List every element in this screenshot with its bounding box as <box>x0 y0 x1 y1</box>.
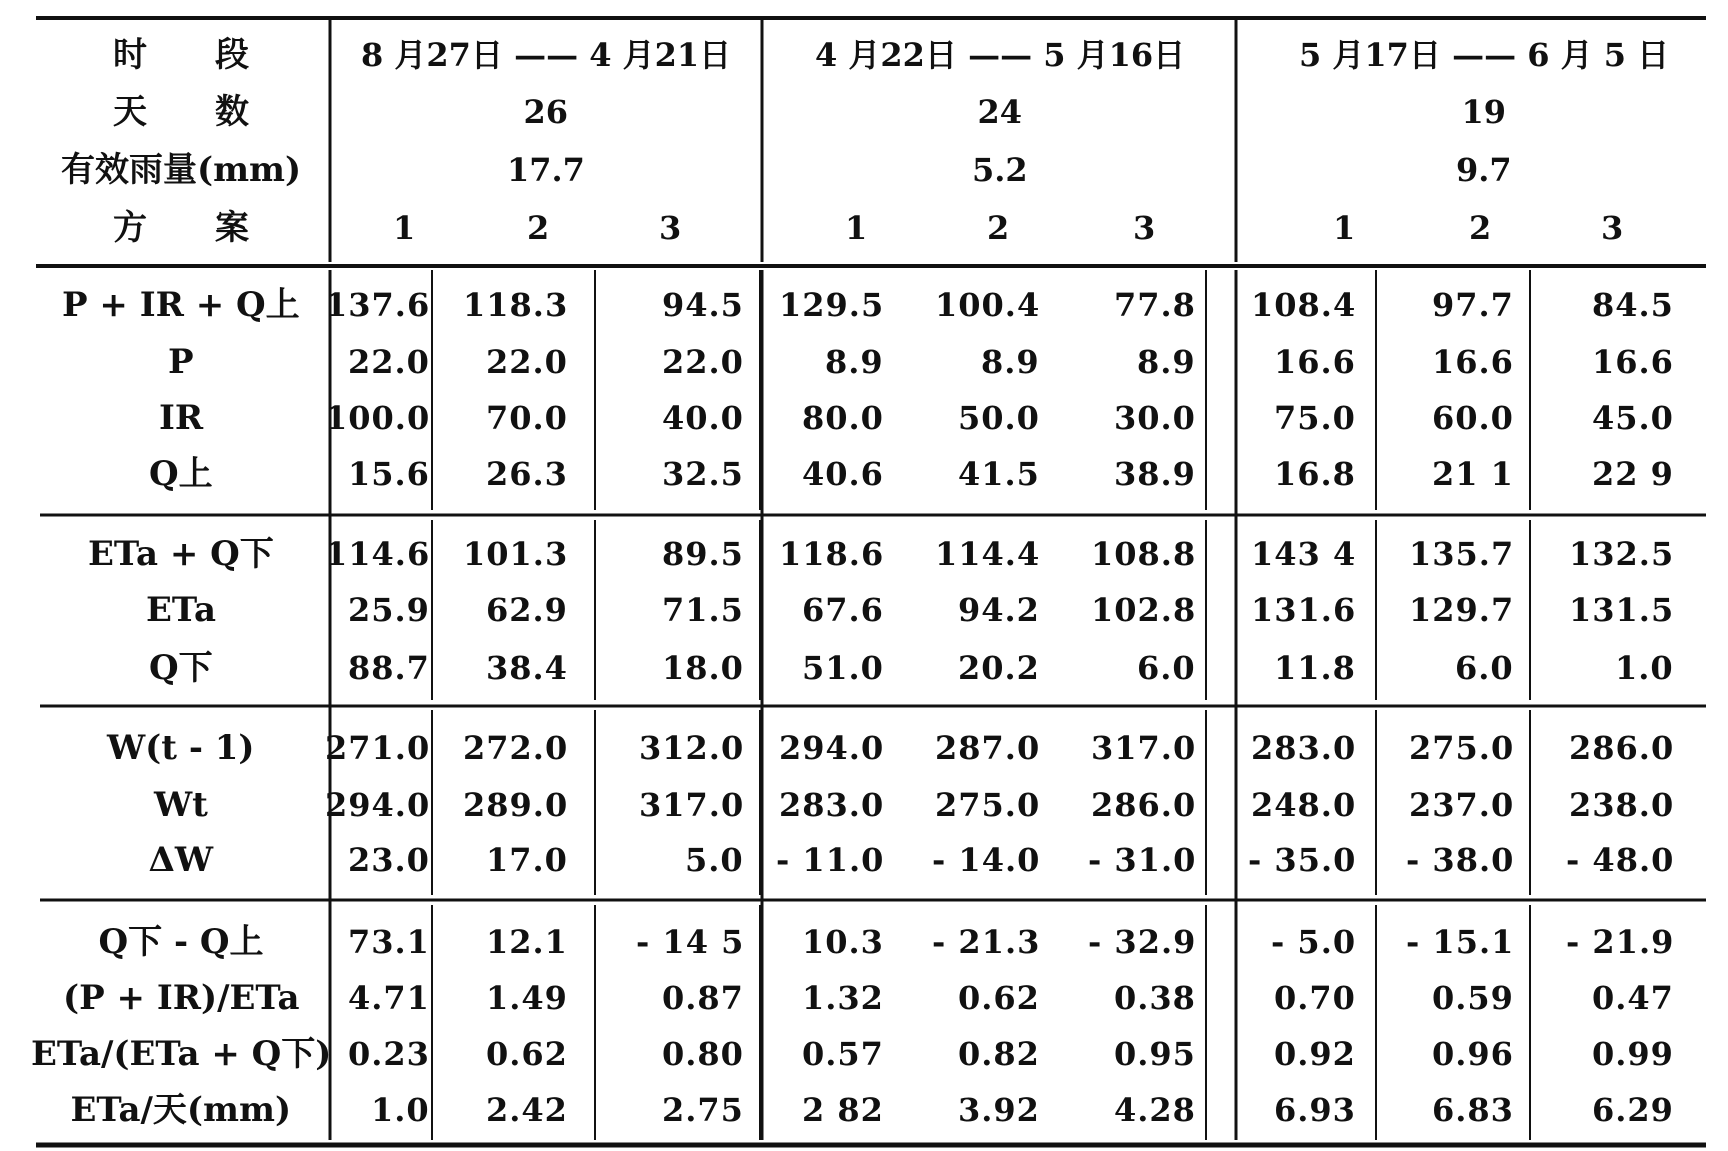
table-cell-value: 22.0 <box>348 343 430 381</box>
table-cell-value: 25.9 <box>348 591 430 629</box>
table-cell-value: 0.62 <box>486 1035 568 1073</box>
table-cell-value: 45.0 <box>1592 399 1674 437</box>
row-label: ETa/天(mm) <box>70 1090 292 1130</box>
table-cell-value: 0.82 <box>958 1035 1040 1073</box>
table-cell-value: 94.5 <box>662 286 744 324</box>
period-header-cell: 26 <box>523 93 569 131</box>
row-label: Q上 <box>149 454 213 494</box>
table-cell-value: 271.0 <box>325 729 431 767</box>
table-cell-value: 23.0 <box>348 841 430 879</box>
scheme-number: 2 <box>987 209 1010 247</box>
table-cell-value: 5.0 <box>685 841 744 879</box>
table-cell-value: 8.9 <box>825 343 884 381</box>
table-cell-value: 3.92 <box>958 1091 1040 1129</box>
table-cell-value: 272.0 <box>463 729 569 767</box>
table-cell-value: 6.83 <box>1432 1091 1514 1129</box>
table-cell-value: 118.3 <box>463 286 569 324</box>
table-cell-value: 129.5 <box>779 286 885 324</box>
table-cell-value: 30.0 <box>1114 399 1196 437</box>
table-cell-value: 283.0 <box>779 786 885 824</box>
table-cell-value: 135.7 <box>1409 535 1515 573</box>
table-cell-value: 0.62 <box>958 979 1040 1017</box>
table-cell-value: 275.0 <box>1409 729 1515 767</box>
table-cell-value: 8.9 <box>981 343 1040 381</box>
table-cell-value: 102.8 <box>1091 591 1197 629</box>
table-cell-value: - 15.1 <box>1406 923 1515 961</box>
table-cell-value: - 5.0 <box>1271 923 1357 961</box>
table-cell-value: - 21.9 <box>1566 923 1675 961</box>
row-label: ETa/(ETa + Q下) <box>31 1034 332 1074</box>
table-cell-value: 108.4 <box>1251 286 1357 324</box>
period-header-cell: 5.2 <box>972 151 1028 189</box>
table-cell-value: 62.9 <box>486 591 568 629</box>
table-cell-value: 17.0 <box>486 841 568 879</box>
header-label: 时 段 <box>113 35 249 75</box>
scheme-number: 1 <box>1333 209 1356 247</box>
table-cell-value: 0.96 <box>1432 1035 1514 1073</box>
row-label: Q下 - Q上 <box>98 922 264 962</box>
table-cell-value: 2 82 <box>802 1091 884 1129</box>
row-label: ETa <box>146 590 216 630</box>
table-cell-value: 32.5 <box>662 455 744 493</box>
table-cell-value: 97.7 <box>1432 286 1514 324</box>
table-cell-value: 16.6 <box>1274 343 1356 381</box>
table-cell-value: 22.0 <box>486 343 568 381</box>
table-cell-value: 137.6 <box>325 286 431 324</box>
table-cell-value: 0.57 <box>802 1035 884 1073</box>
period-header-cell: 8 月27日 —— 4 月21日 <box>361 36 732 74</box>
table-cell-value: 101.3 <box>463 535 569 573</box>
table-cell-value: - 31.0 <box>1088 841 1197 879</box>
table-cell-value: 50.0 <box>958 399 1040 437</box>
table-cell-value: 0.99 <box>1592 1035 1674 1073</box>
table-cell-value: 100.4 <box>935 286 1041 324</box>
header-label: 天 数 <box>113 92 249 132</box>
scheme-number: 3 <box>659 209 682 247</box>
table-cell-value: 94.2 <box>958 591 1040 629</box>
table-cell-value: - 21.3 <box>932 923 1041 961</box>
table-cell-value: 4.71 <box>348 979 430 1017</box>
table-cell-value: 88.7 <box>348 649 430 687</box>
table-cell-value: 0.38 <box>1114 979 1196 1017</box>
header-label: 方 案 <box>113 208 249 248</box>
table-cell-value: 0.70 <box>1274 979 1356 1017</box>
table-cell-value: 67.6 <box>802 591 884 629</box>
row-label: Q下 <box>149 648 213 688</box>
table-cell-value: 238.0 <box>1569 786 1675 824</box>
table-cell-value: 21 1 <box>1432 455 1514 493</box>
table-cell-value: 317.0 <box>639 786 745 824</box>
table-cell-value: - 35.0 <box>1248 841 1357 879</box>
table-cell-value: 2.42 <box>486 1091 568 1129</box>
scheme-number: 1 <box>393 209 416 247</box>
row-label: Wt <box>154 785 208 825</box>
table-cell-value: - 48.0 <box>1566 841 1675 879</box>
table-cell-value: 11.8 <box>1274 649 1356 687</box>
table-cell-value: 12.1 <box>486 923 568 961</box>
table-cell-value: 275.0 <box>935 786 1041 824</box>
table-cell-value: 18.0 <box>662 649 744 687</box>
table-cell-value: 0.80 <box>662 1035 744 1073</box>
table-cell-value: 0.23 <box>348 1035 430 1073</box>
table-cell-value: 80.0 <box>802 399 884 437</box>
table-cell-value: 6.93 <box>1274 1091 1356 1129</box>
table-cell-value: 20.2 <box>958 649 1040 687</box>
period-header-cell: 4 月22日 —— 5 月16日 <box>815 36 1186 74</box>
table-cell-value: 118.6 <box>779 535 885 573</box>
table-cell-value: 143 4 <box>1251 535 1357 573</box>
scheme-number: 1 <box>845 209 868 247</box>
table-cell-value: 16.6 <box>1592 343 1674 381</box>
table-cell-value: 237.0 <box>1409 786 1515 824</box>
table-cell-value: 289.0 <box>463 786 569 824</box>
table-cell-value: 6.0 <box>1137 649 1196 687</box>
table-cell-value: 294.0 <box>325 786 431 824</box>
table-cell-value: 16.8 <box>1274 455 1356 493</box>
table-cell-value: 248.0 <box>1251 786 1357 824</box>
table-cell-value: 283.0 <box>1251 729 1357 767</box>
table-cell-value: 0.87 <box>662 979 744 1017</box>
table-cell-value: 286.0 <box>1569 729 1675 767</box>
table-cell-value: 38.4 <box>486 649 568 687</box>
table-cell-value: - 14.0 <box>932 841 1041 879</box>
table-cell-value: 6.29 <box>1592 1091 1674 1129</box>
header-label: 有效雨量(mm) <box>61 150 302 190</box>
table-cell-value: 77.8 <box>1114 286 1196 324</box>
table-cell-value: 51.0 <box>802 649 884 687</box>
row-label: P <box>168 342 194 382</box>
table-cell-value: 2.75 <box>662 1091 744 1129</box>
row-label: W(t - 1) <box>107 728 255 768</box>
table-cell-value: 22.0 <box>662 343 744 381</box>
table-cell-value: 38.9 <box>1114 455 1196 493</box>
table-cell-value: 131.6 <box>1251 591 1357 629</box>
table-cell-value: 294.0 <box>779 729 885 767</box>
row-label: P + IR + Q上 <box>62 285 300 325</box>
table-cell-value: 287.0 <box>935 729 1041 767</box>
table-cell-value: 114.6 <box>325 535 431 573</box>
table-cell-value: 84.5 <box>1592 286 1674 324</box>
table-cell-value: 108.8 <box>1091 535 1197 573</box>
period-header-cell: 17.7 <box>507 151 585 189</box>
table-cell-value: 71.5 <box>662 591 744 629</box>
table-cell-value: 1.49 <box>486 979 568 1017</box>
table-cell-value: 0.59 <box>1432 979 1514 1017</box>
table-cell-value: 100.0 <box>325 399 431 437</box>
period-header-cell: 24 <box>977 93 1023 131</box>
table-cell-value: 114.4 <box>935 535 1041 573</box>
table-cell-value: 22 9 <box>1592 455 1674 493</box>
table-cell-value: 10.3 <box>802 923 884 961</box>
table-cell-value: - 11.0 <box>776 841 885 879</box>
scheme-number: 2 <box>527 209 550 247</box>
scheme-number: 3 <box>1601 209 1624 247</box>
table-cell-value: 4.28 <box>1114 1091 1196 1129</box>
table-cell-value: 26.3 <box>486 455 568 493</box>
table-cell-value: - 38.0 <box>1406 841 1515 879</box>
table-cell-value: 8.9 <box>1137 343 1196 381</box>
table-cell-value: - 14 5 <box>636 923 745 961</box>
table-cell-value: 41.5 <box>958 455 1040 493</box>
period-header-cell: 5 月17日 —— 6 月 5 日 <box>1299 36 1670 74</box>
row-label: ETa + Q下 <box>88 534 274 574</box>
table-cell-value: 1.0 <box>371 1091 430 1129</box>
period-header-cell: 19 <box>1461 93 1507 131</box>
table-cell-value: 6.0 <box>1455 649 1514 687</box>
table-cell-value: 40.0 <box>662 399 744 437</box>
table-cell-value: 0.95 <box>1114 1035 1196 1073</box>
table-cell-value: 16.6 <box>1432 343 1514 381</box>
table-cell-value: 286.0 <box>1091 786 1197 824</box>
row-label: ΔW <box>148 840 214 880</box>
table-cell-value: 40.6 <box>802 455 884 493</box>
table-cell-value: 0.47 <box>1592 979 1674 1017</box>
table-cell-value: 89.5 <box>662 535 744 573</box>
table-cell-value: 312.0 <box>639 729 745 767</box>
table-cell-value: 0.92 <box>1274 1035 1356 1073</box>
table-cell-value: 132.5 <box>1569 535 1675 573</box>
table-cell-value: 15.6 <box>348 455 430 493</box>
table-cell-value: 1.0 <box>1615 649 1674 687</box>
table-cell-value: 70.0 <box>486 399 568 437</box>
period-header-cell: 9.7 <box>1456 151 1512 189</box>
table-cell-value: 317.0 <box>1091 729 1197 767</box>
table-cell-value: 129.7 <box>1409 591 1515 629</box>
table-cell-value: 1.32 <box>802 979 884 1017</box>
table-cell-value: 75.0 <box>1274 399 1356 437</box>
table-cell-value: 60.0 <box>1432 399 1514 437</box>
row-label: IR <box>159 398 204 438</box>
table-cell-value: 131.5 <box>1569 591 1675 629</box>
scheme-number: 2 <box>1469 209 1492 247</box>
table-cell-value: 73.1 <box>348 923 430 961</box>
table-cell-value: - 32.9 <box>1088 923 1197 961</box>
row-label: (P + IR)/ETa <box>63 978 300 1018</box>
scheme-number: 3 <box>1133 209 1156 247</box>
